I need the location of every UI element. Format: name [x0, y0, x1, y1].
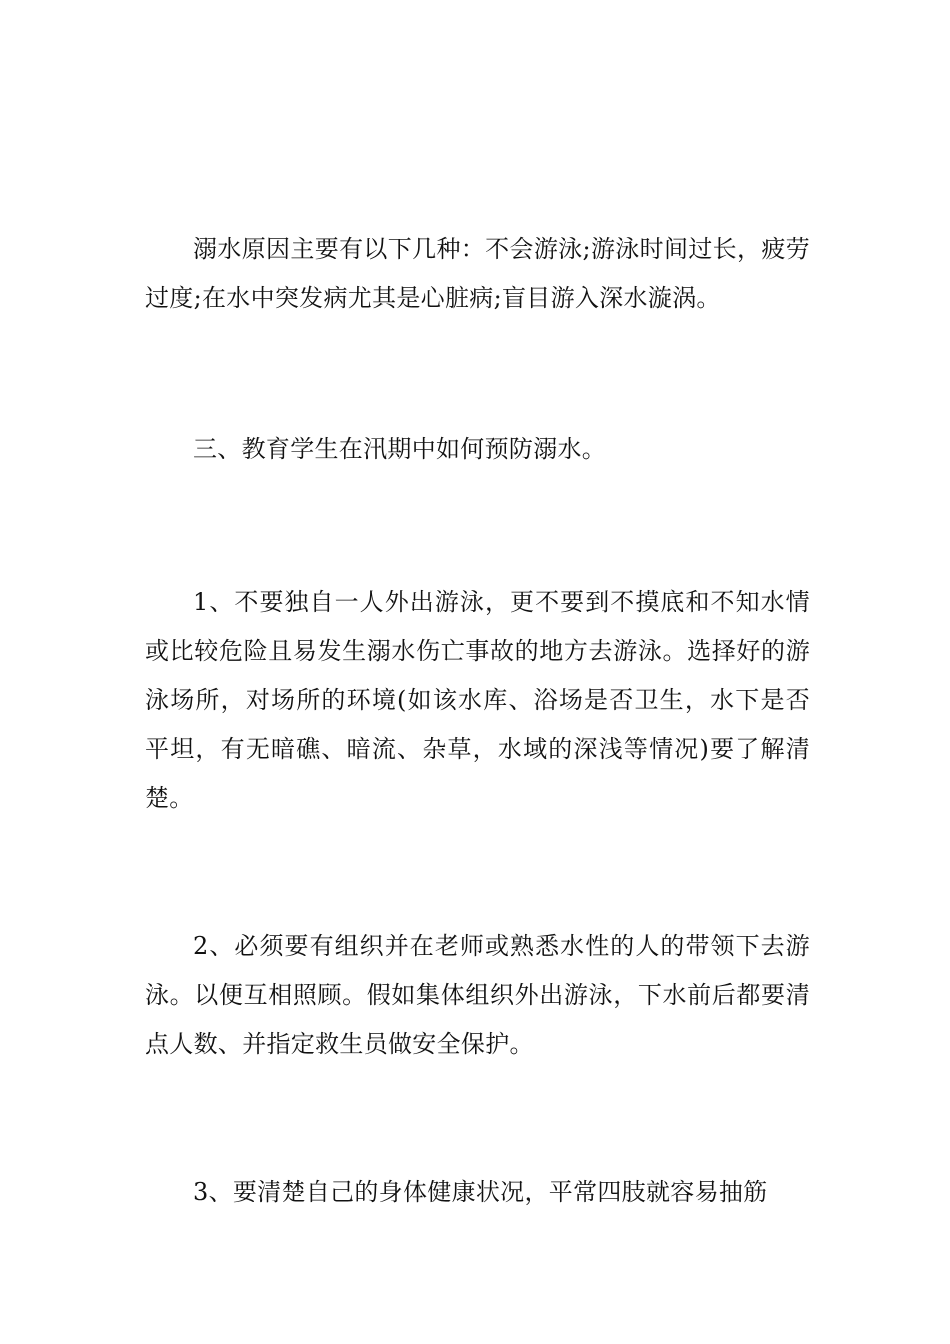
paragraph-drowning-causes: 溺水原因主要有以下几种：不会游泳;游泳时间过长，疲劳过度;在水中突发病尤其是心脏病;盲目游入深水漩涡。: [145, 235, 810, 312]
paragraph-item-1: 1、不要独自一人外出游泳，更不要到不摸底和不知水情或比较危险且易发生溺水伤亡事故的地方去游泳。选择好的游泳场所，对场所的环境(如该水库、浴场是否卫生，水下是否平坦，有无暗礁、暗流、杂草，水域的深浅等情况)要了解清楚。: [145, 588, 810, 812]
paragraph-item-3: 3、要清楚自己的身体健康状况，平常四肢就容易抽筋: [193, 1178, 768, 1206]
paragraph-item-2: 2、必须要有组织并在老师或熟悉水性的人的带领下去游泳。以便互相照顾。假如集体组织外出游泳，下水前后都要清点人数、并指定救生员做安全保护。: [145, 932, 810, 1058]
section-heading-prevention: 三、教育学生在汛期中如何预防溺水。: [193, 435, 607, 463]
